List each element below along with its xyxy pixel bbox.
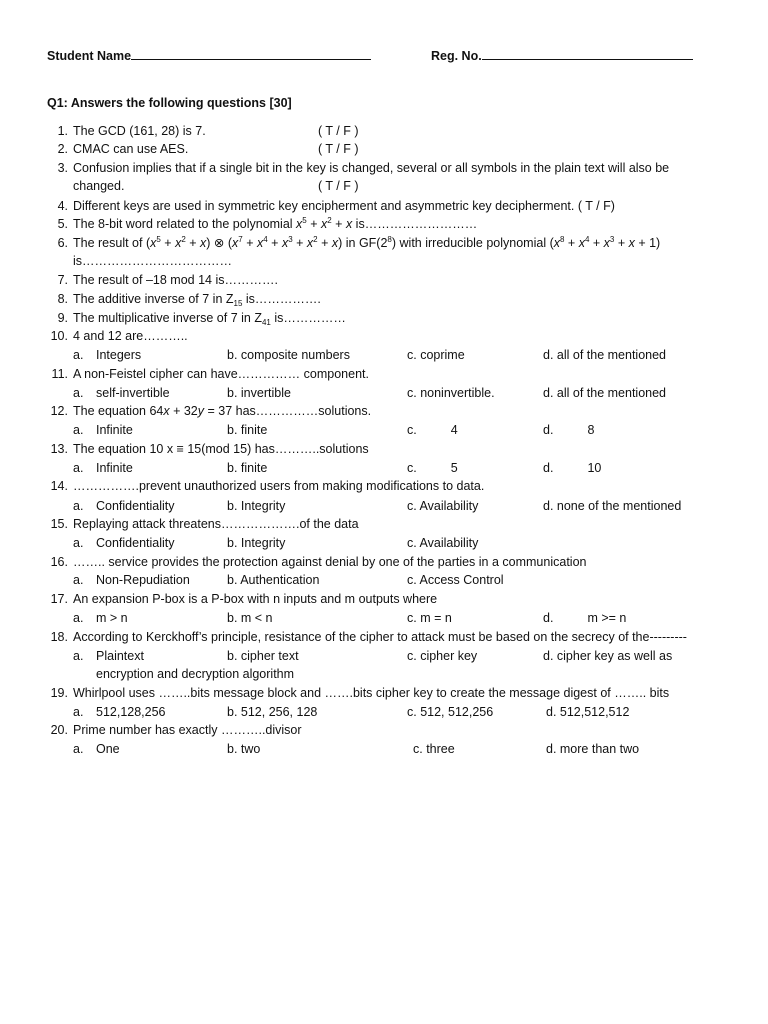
option-d[interactable]: d. all of the mentioned (543, 348, 666, 362)
option-c[interactable]: c. 512, 512,256 (407, 705, 494, 719)
option-c[interactable]: c. cipher key (407, 649, 478, 663)
option-a[interactable]: a. 512,128,256 (73, 705, 166, 719)
option-d-continued: encryption and decryption algorithm (96, 667, 295, 681)
option-a[interactable]: a. Confidentiality (73, 499, 175, 513)
question-text: Prime number has exactly ………..divisor (73, 723, 302, 737)
question-text: The result of –18 mod 14 is…………. (73, 273, 278, 287)
student-name-label: Student Name (47, 49, 132, 63)
option-b[interactable]: b. finite (227, 461, 268, 475)
option-a[interactable]: a. self-invertible (73, 386, 170, 400)
option-b[interactable]: b. Integrity (227, 536, 286, 550)
option-d[interactable]: d. more than two (546, 742, 640, 756)
option-c[interactable]: c. Access Control (407, 573, 504, 587)
question-text: CMAC can use AES. (73, 142, 189, 156)
option-a[interactable]: a. Integers (73, 348, 142, 362)
option-b[interactable]: b. Integrity (227, 499, 286, 513)
question-text: …………….prevent unauthorized users from making modifications to data. (73, 479, 485, 493)
option-d[interactable]: d. cipher key as well as (543, 649, 673, 663)
student-name-blank[interactable] (131, 47, 371, 60)
question-text: Different keys are used in symmetric key encipherment and asymmetric key decipherment. ( T / F) (73, 199, 615, 213)
option-b[interactable]: b. finite (227, 423, 268, 437)
option-a[interactable]: a. Confidentiality (73, 536, 175, 550)
question-text: …….. service provides the protection against denial by one of the parties in a communication (73, 555, 587, 569)
option-c[interactable]: c. noninvertible. (407, 386, 495, 400)
option-d[interactable]: d. 8 (543, 423, 595, 437)
option-d[interactable]: d. none of the mentioned (543, 499, 682, 513)
option-b[interactable]: b. Authentication (227, 573, 320, 587)
option-a[interactable]: a. Plaintext (73, 649, 144, 663)
question-text: The GCD (161, 28) is 7. (73, 124, 206, 138)
true-false-marker[interactable]: ( T / F ) (318, 179, 359, 193)
option-c[interactable]: c. Availability (407, 536, 479, 550)
question-text: A non-Feistel cipher can have…………… component. (73, 367, 369, 381)
option-b[interactable]: b. composite numbers (227, 348, 350, 362)
option-b[interactable]: b. invertible (227, 386, 291, 400)
question-text: Confusion implies that if a single bit in the key is changed, several or all symbols in the plain text will also be (73, 161, 670, 175)
reg-no-blank[interactable] (482, 47, 693, 60)
question-text: is……………………………… (73, 254, 233, 268)
question-text: changed. (73, 179, 125, 193)
option-d[interactable]: d. m >= n (543, 611, 627, 625)
question-text: The multiplicative inverse of 7 in $Z_{41}$ is…………… (73, 311, 346, 327)
option-c[interactable]: c. Availability (407, 499, 479, 513)
option-a[interactable]: a. Infinite (73, 461, 133, 475)
true-false-marker[interactable]: ( T / F ) (318, 124, 359, 138)
option-d[interactable]: d. 512,512,512 (546, 705, 630, 719)
question-text: Replaying attack threatens……………….of the data (73, 517, 359, 531)
question-text: The equation 64x + 32y = 37 has……………solutions. (73, 404, 372, 418)
option-c[interactable]: c. coprime (407, 348, 465, 362)
option-c[interactable]: c. three (413, 742, 455, 756)
question-text: 4 and 12 are……….. (73, 329, 188, 343)
student-name-field (47, 47, 371, 63)
option-c[interactable]: c. m = n (407, 611, 452, 625)
true-false-marker[interactable]: ( T / F ) (318, 142, 359, 156)
section-title: Q1: Answers the following questions [30] (47, 96, 292, 110)
option-d[interactable]: d. all of the mentioned (543, 386, 666, 400)
option-b[interactable]: b. cipher text (227, 649, 299, 663)
option-d[interactable]: d. 10 (543, 461, 602, 475)
option-b[interactable]: b. m < n (227, 611, 273, 625)
option-a[interactable]: a. One (73, 742, 120, 756)
option-a[interactable]: a. Non-Repudiation (73, 573, 190, 587)
reg-no-field (431, 47, 693, 63)
exam-page: Student Name Reg. No. Q1: Answers the following questions [30] 1. The GCD (161, 28) is 7. ( T / F ) 2. CMAC can use AES. ( T / F ) 3. Confusion implies that if a single bit in the key is changed, several or all symbols in the plain text will also be changed. ( T / F ) 4. Different keys are used in symmetric key encipherment and asymmetric key decipherment. ( T / F) 5. The 8-bit word related to the polynomial $x^5 + x^2 + x$ is……………………… 6. The result of $(x^5 + x^2 + x)$ ⊗ $(x^7 + x^4 + x^3 + x^2 + x)$ in $GF(2^8)$ with irreducible polynomial $(x^8 + x^4 + x^3 + x + 1)$ is……………………………… 7. The result of –18 mod 14 is…………. 8. The additive inverse of 7 in $Z_{15}$ is……………. 9. The multiplicative inverse of 7 in $Z_{41}$ is…………… 10. 4 and 12 are……….. a. Integers b. composite numbers c. coprime d. all of the mentioned 11. A non-Feistel cipher can have…………… component. a. self-invertible b. invertible c. noninvertible. d. all of the mentioned 12. The equation 64x + 32y = 37 has……………solutions. a. Infinite b. finite c. 4 d. 8 13. The equation 10 x ≡ 15(mod 15) has………..solutions a. Infinite b. finite c. 5 d. 10 14. …………….prevent unauthorized users from making modifications to data. a. Confidentiality b. Integrity c. Availability d. none of the mentioned 15. Replaying attack threatens……………….of the data a. Confidentiality b. Integrity c. Availability 16. …….. service provides the protection against denial by one of the parties in a communication a. Non-Repudiation b. Authentication c. Access Control 17. An expansion P-box is a P-box with n inputs and m outputs where a. m > n b. m < n c. m = n d. m >= n 18. According to Kerckhoff’s principle, resistance of the cipher to attack must be based on the secrecy of the--------- a. Plaintext b. cipher text c. cipher key d. cipher key as well as encryption and decryption algorithm 19. Whirlpool uses ……..bits message block and …….bits cipher key to create the message digest of …….. bits a. 512,128,256 b. 512, 256, 128 c. 512, 512,256 d. 512,512,512 20. Prime number has exactly ………..divisor a. One b. two c. three d. more than two (0, 0, 768, 1024)
question-text: Whirlpool uses ……..bits message block and …….bits cipher key to create the message digest of …….. bits (73, 686, 670, 700)
option-c[interactable]: c. 4 (407, 423, 458, 437)
reg-no-label: Reg. No. (431, 49, 482, 63)
question-text: The 8-bit word related to the polynomial $x^5 + x^2 + x$ is……………………… (73, 216, 478, 231)
option-c[interactable]: c. 5 (407, 461, 458, 475)
question-text: The additive inverse of 7 in $Z_{15}$ is……………. (73, 292, 321, 308)
option-a[interactable]: a. m > n (73, 611, 128, 625)
option-b[interactable]: b. two (227, 742, 261, 756)
question-text: An expansion P-box is a P-box with n inputs and m outputs where (73, 592, 438, 606)
option-a[interactable]: a. Infinite (73, 423, 133, 437)
question-text: The equation 10 x ≡ 15(mod 15) has………..solutions (73, 442, 369, 456)
option-b[interactable]: b. 512, 256, 128 (227, 705, 318, 719)
question-text: According to Kerckhoff’s principle, resistance of the cipher to attack must be based on the secrecy of the--------- (73, 630, 687, 644)
question-text: The result of $(x^5 + x^2 + x)$ ⊗ $(x^7 + x^4 + x^3 + x^2 + x)$ in $GF(2^8)$ with irreducible polynomial $(x^8 + x^4 + x^3 + x + 1)$ (73, 235, 661, 250)
